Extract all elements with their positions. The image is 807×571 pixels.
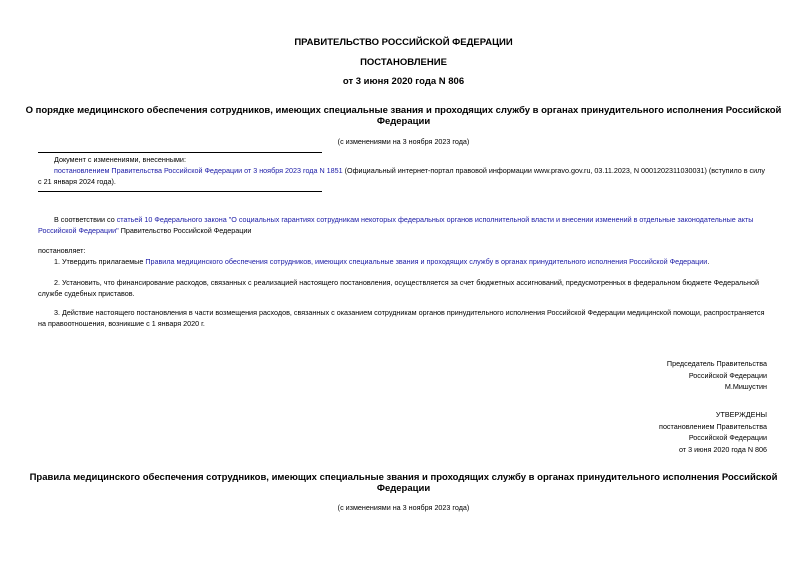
item-3-line2: на правоотношения, возникшие с 1 января 2020 г. bbox=[38, 319, 205, 328]
approved-by: постановлением Правительства bbox=[659, 421, 767, 431]
amendment-effective-date: с 21 января 2024 года). bbox=[38, 177, 116, 186]
rules-link[interactable]: Правила медицинского обеспечения сотрудников, имеющих специальные звания и проходящих службу в органах принудительного исполнения Российской Федерации bbox=[145, 257, 708, 266]
rules-amendment-date-note: (с изменениями на 3 ноября 2023 года) bbox=[337, 503, 470, 512]
amending-decree-link[interactable]: постановлением Правительства Российской Федерации от 3 ноября 2023 года N 1851 bbox=[54, 166, 343, 175]
item-1-suffix: . bbox=[707, 257, 710, 266]
signature-position: Председатель Правительства bbox=[666, 359, 767, 368]
federal-law-link[interactable]: статьей 10 Федерального закона "О социальных гарантиях сотрудникам некоторых федеральных органов исполнительной власти и внесении изменений в отдельные законодательные акты bbox=[116, 215, 754, 224]
rules-title-line2: Федерации bbox=[376, 483, 431, 494]
divider-top bbox=[38, 152, 322, 153]
approved-country: Российской Федерации bbox=[688, 433, 767, 442]
signature-name: М.Мишустин bbox=[724, 382, 767, 391]
amendment-label: Документ с изменениями, внесенными: bbox=[54, 155, 186, 164]
item-1-prefix: 1. Утвердить прилагаемые bbox=[54, 257, 146, 266]
signature-country: Российской Федерации bbox=[688, 370, 767, 380]
preamble-line1 bbox=[54, 214, 774, 225]
preamble-suffix: Правительство Российской Федерации bbox=[118, 226, 252, 235]
approved-date: от 3 июня 2020 года N 806 bbox=[678, 444, 767, 454]
item-1 bbox=[54, 256, 709, 267]
amendment-source-text: (Официальный интернет-портал правовой информации www.pravo.gov.ru, 03.11.2023, N 0001202311030031) (вступило в силу bbox=[342, 166, 765, 175]
preamble-line2 bbox=[38, 225, 251, 236]
preamble-prefix: В соответствии со bbox=[54, 215, 117, 224]
amendment-date-note: (с изменениями на 3 ноября 2023 года) bbox=[337, 137, 470, 146]
document-title-line1: О порядке медицинского обеспечения сотрудников, имеющих специальные звания и проходящих службу в органах принудительного исполнения Российской bbox=[25, 105, 782, 116]
government-heading: ПРАВИТЕЛЬСТВО РОССИЙСКОЙ ФЕДЕРАЦИИ bbox=[294, 37, 513, 48]
document-date-number: от 3 июня 2020 года N 806 bbox=[342, 76, 465, 87]
approval-block bbox=[659, 409, 767, 455]
document-title-line2: Федерации bbox=[376, 116, 431, 127]
decrees-word: постановляет: bbox=[38, 246, 86, 255]
rules-title-line1: Правила медицинского обеспечения сотрудников, имеющих специальные звания и проходящих службу в органах принудительного исполнения Российской bbox=[29, 472, 778, 483]
amendment-text bbox=[54, 165, 774, 176]
signature-block bbox=[667, 358, 767, 393]
approved-word: УТВЕРЖДЕНЫ bbox=[715, 410, 767, 419]
item-3-line1: 3. Действие настоящего постановления в части возмещения расходов, связанных с оказанием сотрудникам органов принудительного исполнения Российской Федерации медицинской помощи, распространяется bbox=[54, 308, 765, 317]
document-type-heading: ПОСТАНОВЛЕНИЕ bbox=[360, 57, 447, 68]
item-2-line2: службе судебных приставов. bbox=[38, 289, 135, 298]
divider-bottom bbox=[38, 191, 322, 192]
item-2-line1: 2. Установить, что финансирование расходов, связанных с реализацией настоящего постановления, осуществляется за счет бюджетных ассигнований, предусмотренных в федеральном бюджете Федеральной bbox=[54, 278, 759, 287]
federal-law-link-cont[interactable]: Российской Федерации" bbox=[38, 226, 119, 235]
